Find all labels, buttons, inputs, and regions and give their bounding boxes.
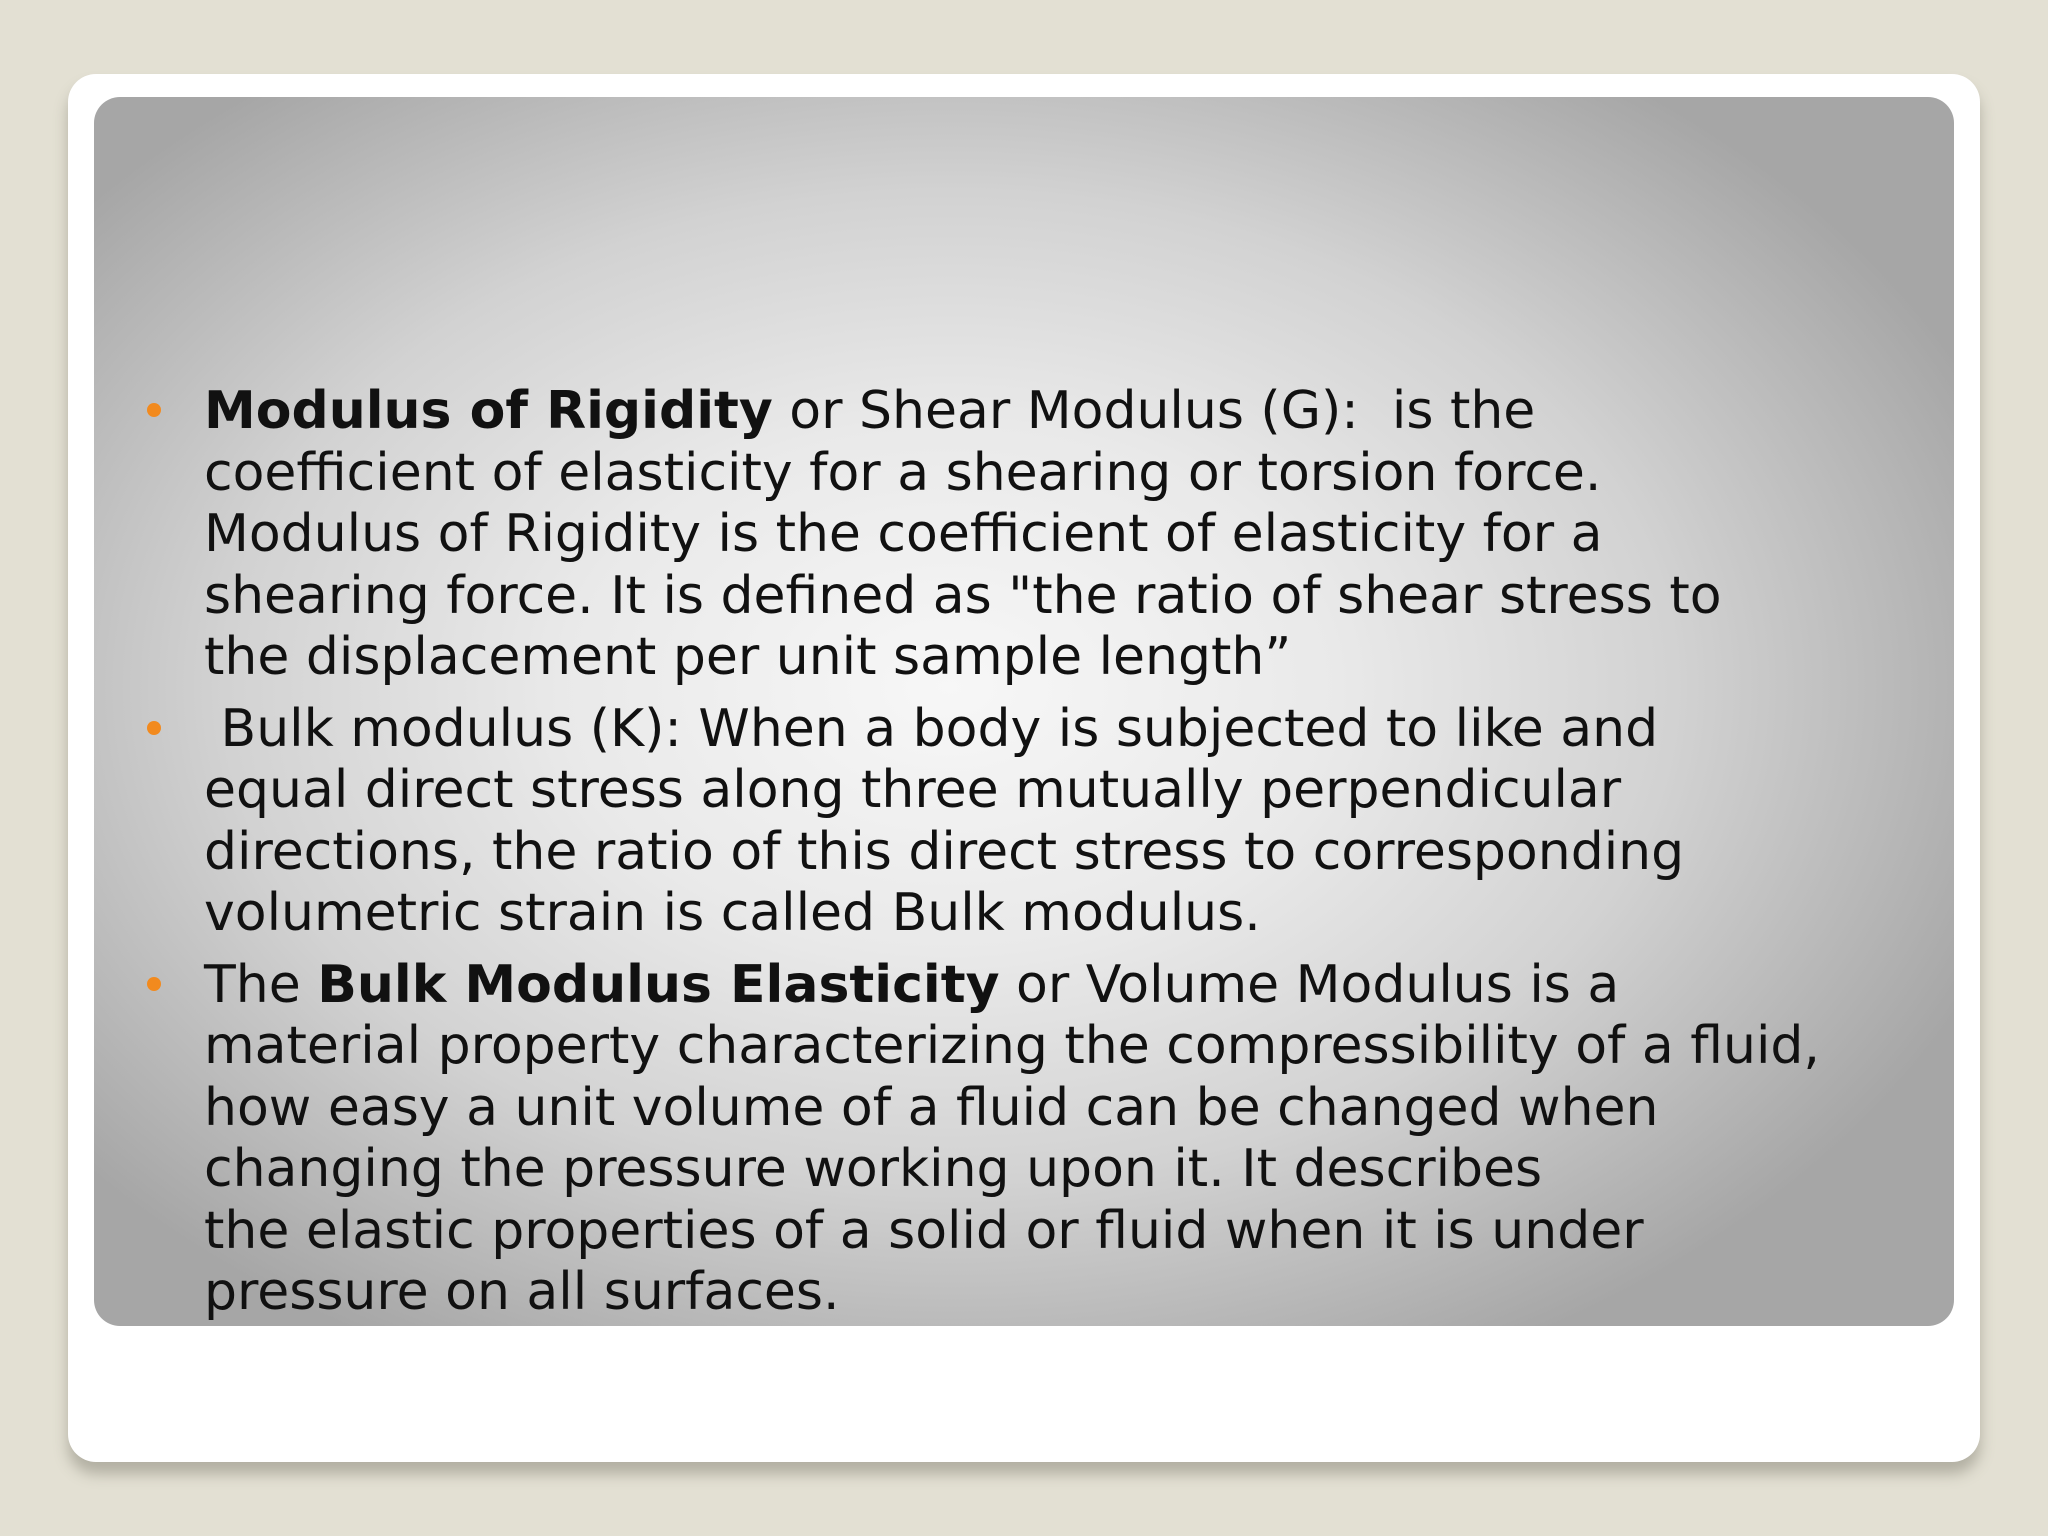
bold-term: Bulk Modulus Elasticity [317, 954, 1000, 1015]
bullet-line [204, 381, 1844, 443]
bullet-item-bulk-modulus-elasticity [144, 955, 1844, 1324]
bullet-line: Modulus of Rigidity is the coefficient of elasticity for a [204, 504, 1603, 564]
bullet-line: material property characterizing the compressibility of a fluid, [204, 1016, 1820, 1076]
bullet-dot-icon [147, 977, 161, 991]
bullet-item-modulus-of-rigidity [144, 381, 1844, 689]
bullet-list [144, 381, 1844, 1334]
bullet-line: changing the pressure working upon it. It describes [204, 1139, 1543, 1199]
line-text: or Shear Modulus (G): is the [772, 381, 1536, 441]
bullet-line: how easy a unit volume of a fluid can be changed when [204, 1077, 1659, 1138]
line-text: or Volume Modulus is a [999, 954, 1620, 1015]
bullet-line: directions, the ratio of this direct stress to corresponding [204, 821, 1685, 882]
bullet-item-bulk-modulus [144, 699, 1844, 945]
bullet-line: pressure on all surfaces. [204, 1262, 840, 1322]
bullet-dot-icon [147, 721, 161, 735]
bullet-line: shearing force. It is defined as "the ratio of shear stress to [204, 565, 1722, 626]
line-text: The [204, 954, 318, 1015]
bullet-line: equal direct stress along three mutually perpendicular [204, 760, 1622, 820]
bullet-line [204, 955, 1844, 1017]
bullet-dot-icon [147, 403, 161, 417]
bullet-line: coefficient of elasticity for a shearing or torsion force. [204, 442, 1602, 503]
bullet-line: the elastic properties of a solid or fluid when it is under [204, 1200, 1644, 1261]
bullet-line: the displacement per unit sample length” [204, 627, 1292, 687]
bullet-line: Bulk modulus (K): When a body is subjected to like and [204, 698, 1659, 759]
bold-term: Modulus of Rigidity [204, 381, 773, 441]
bullet-line: volumetric strain is called Bulk modulus. [204, 883, 1261, 943]
